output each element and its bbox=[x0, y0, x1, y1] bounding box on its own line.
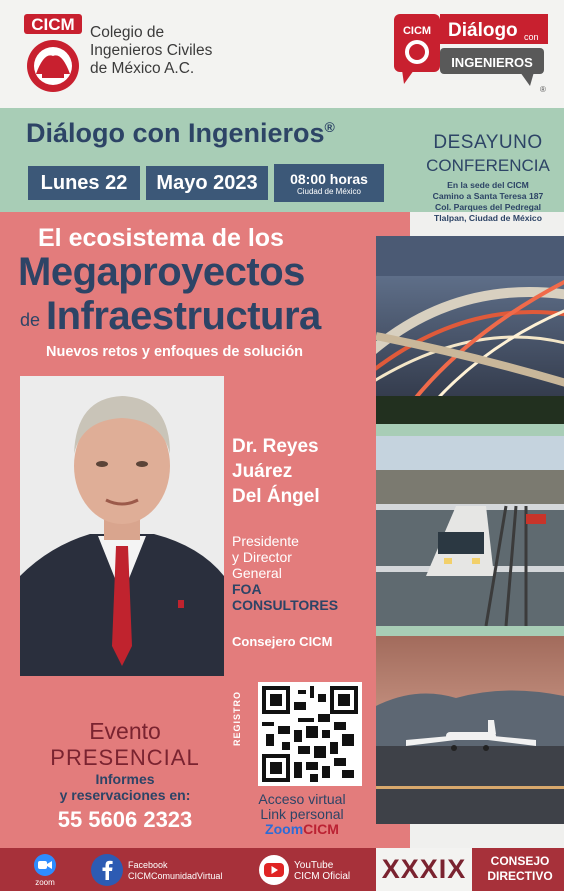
svg-text:CICM: CICM bbox=[31, 15, 75, 34]
phone-number[interactable]: 55 5606 2323 bbox=[57, 807, 193, 832]
evento-label: Evento bbox=[89, 718, 161, 744]
event-month-year: Mayo 2023 bbox=[146, 166, 268, 200]
address-line: Col. Parques del Pedregal bbox=[434, 202, 542, 212]
registro-label: REGISTRO bbox=[232, 690, 242, 746]
zoom-text: Zoom bbox=[265, 821, 304, 837]
youtube-handle: CICM Oficial bbox=[294, 871, 351, 882]
acceso-virtual-label: Acceso virtual bbox=[258, 791, 346, 807]
speaker-affiliation: Consejero CICM bbox=[232, 634, 333, 649]
cicm-logo-icon bbox=[22, 12, 84, 98]
divider bbox=[376, 626, 564, 636]
topic-line-2: Megaproyectos bbox=[18, 250, 305, 294]
zoom-link[interactable] bbox=[32, 853, 58, 887]
event-day: Lunes 22 bbox=[28, 166, 140, 200]
topic-line-3: Infraestructura bbox=[46, 294, 321, 338]
time-value: 08:00 horas bbox=[290, 170, 368, 187]
consejo-line: DIRECTIVO bbox=[487, 869, 553, 883]
org-line: de México A.C. bbox=[90, 60, 195, 77]
role-line: General bbox=[232, 565, 282, 581]
speaker-name-line: Dr. Reyes bbox=[232, 436, 319, 457]
topic-de: de bbox=[20, 310, 41, 330]
svg-text:CICM: CICM bbox=[402, 25, 432, 37]
zoom-icon bbox=[32, 853, 58, 887]
reservaciones-label: y reservaciones en: bbox=[59, 787, 191, 803]
facebook-link[interactable] bbox=[90, 853, 124, 891]
virtual-access bbox=[232, 792, 372, 837]
cicm-text: CICM bbox=[303, 821, 339, 837]
facebook-label: Facebook bbox=[128, 860, 168, 870]
svg-text:zoom: zoom bbox=[35, 878, 55, 887]
company-line: CONSULTORES bbox=[232, 597, 339, 613]
consejo-directivo bbox=[476, 854, 564, 884]
role-line: Presidente bbox=[232, 533, 299, 549]
facebook-handle: CICMComunidadVirtual bbox=[128, 871, 223, 881]
org-line: Colegio de bbox=[90, 24, 165, 41]
org-line: Ingenieros Civiles bbox=[90, 42, 213, 59]
speaker-name-line: Juárez bbox=[232, 461, 293, 482]
informes-label: Informes bbox=[95, 771, 155, 787]
topic-subtitle: Nuevos retos y enfoques de solución bbox=[46, 344, 304, 360]
link-personal-label: Link personal bbox=[260, 806, 344, 822]
train-photo bbox=[376, 436, 564, 626]
svg-text:®: ® bbox=[540, 85, 546, 94]
topic-line-1: El ecosistema de los bbox=[38, 224, 284, 252]
attendance-info bbox=[20, 718, 230, 833]
speaker-name-line: Del Ángel bbox=[232, 486, 320, 507]
address-line: Tlalpan, Ciudad de México bbox=[434, 213, 542, 223]
consejo-line: CONSEJO bbox=[490, 854, 550, 868]
youtube-label: YouTube bbox=[294, 860, 334, 871]
highway-photo bbox=[376, 236, 564, 424]
format-line: DESAYUNO bbox=[433, 132, 543, 153]
qr-code-icon[interactable] bbox=[258, 682, 362, 786]
org-name bbox=[90, 24, 212, 78]
presencial-label: PRESENCIAL bbox=[50, 745, 200, 770]
svg-text:con: con bbox=[524, 32, 539, 42]
role-line: y Director bbox=[232, 549, 292, 565]
venue-address bbox=[412, 180, 564, 224]
facebook-text bbox=[128, 860, 222, 882]
format-line: CONFERENCIA bbox=[426, 156, 550, 175]
youtube-link[interactable] bbox=[258, 853, 290, 891]
address-line: Camino a Santa Teresa 187 bbox=[432, 191, 544, 201]
svg-text:INGENIEROS: INGENIEROS bbox=[451, 55, 533, 70]
divider bbox=[376, 424, 564, 436]
zoom-cicm-link[interactable] bbox=[232, 822, 372, 837]
speaker-role bbox=[232, 533, 338, 613]
svg-text:Diálogo: Diálogo bbox=[448, 20, 518, 41]
roman-numeral: XXXIX bbox=[376, 848, 472, 891]
company-line: FOA bbox=[232, 581, 262, 597]
event-format bbox=[412, 132, 564, 224]
address-line: En la sede del CICM bbox=[447, 180, 529, 190]
youtube-icon bbox=[258, 853, 290, 887]
youtube-text bbox=[294, 860, 350, 882]
time-city: Ciudad de México bbox=[296, 186, 362, 196]
speaker-photo bbox=[20, 376, 224, 676]
speaker-name bbox=[232, 434, 320, 509]
airplane-photo bbox=[376, 636, 564, 824]
event-time bbox=[274, 164, 384, 202]
dialogo-badge-icon bbox=[392, 12, 550, 98]
event-title: Diálogo con Ingenieros® bbox=[26, 118, 335, 148]
facebook-icon bbox=[90, 853, 124, 887]
